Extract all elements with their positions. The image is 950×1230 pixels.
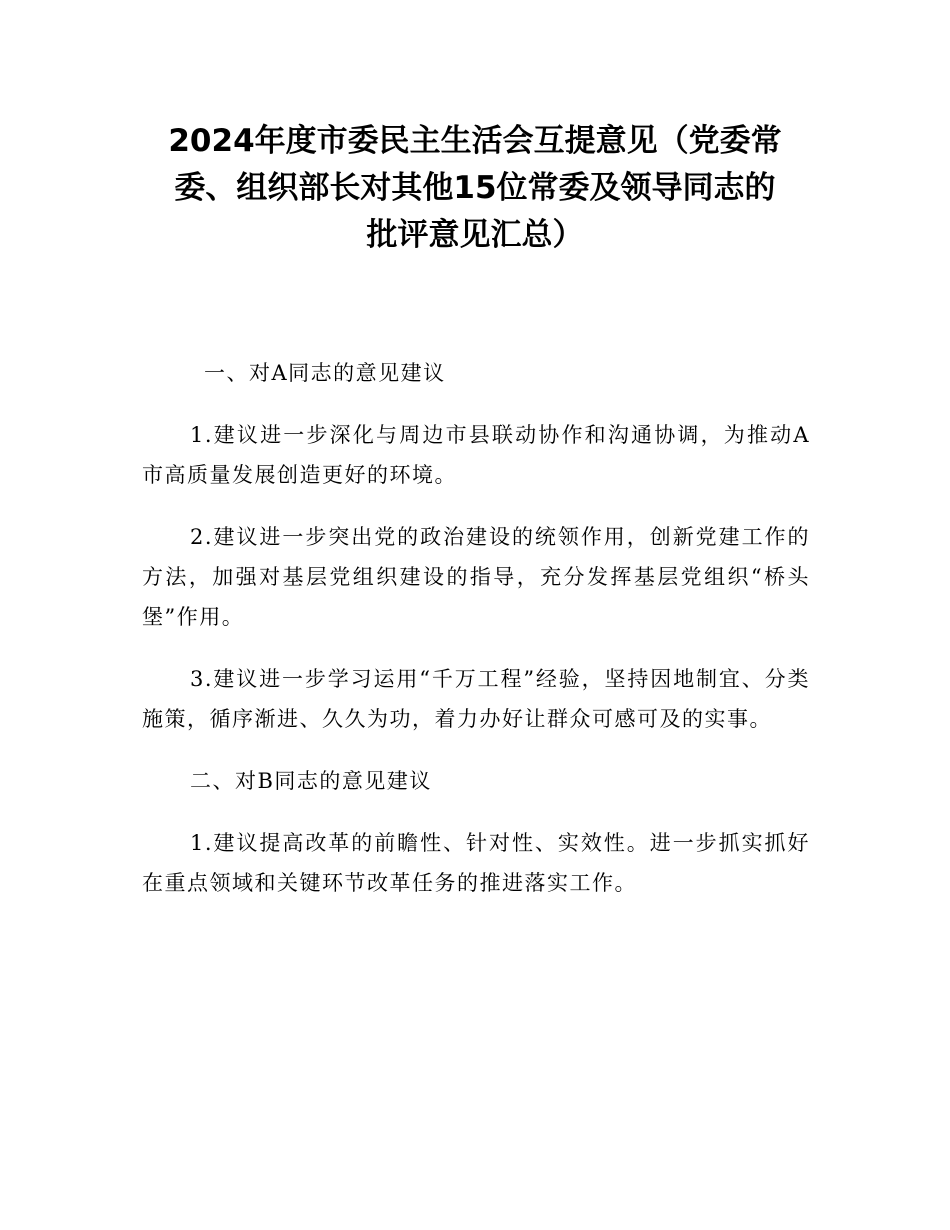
section-a-item-3: 3.建议进一步学习运用“千万工程”经验，坚持因地制宜、分类施策，循序渐进、久久为功，着力办好让群众可感可及的实事。 bbox=[142, 667, 810, 731]
section-heading-a: 一、对A同志的意见建议 bbox=[204, 361, 446, 385]
document-body bbox=[142, 353, 810, 925]
title-line: 批评意见汇总） bbox=[366, 217, 584, 253]
title-line: 委、组织部长对其他15位常委及领导同志的 bbox=[174, 170, 776, 206]
section-heading-b: 二、对B同志的意见建议 bbox=[190, 769, 432, 793]
section-b-item-1: 1.建议提高改革的前瞻性、针对性、实效性。进一步抓实抓好在重点领域和关键环节改革任务的推进落实工作。 bbox=[142, 831, 810, 895]
section-a-item-1: 1.建议进一步深化与周边市县联动协作和沟通协调，为推动A市高质量发展创造更好的环境。 bbox=[142, 423, 810, 487]
title-line: 2024年度市委民主生活会互提意见（党委常 bbox=[168, 123, 782, 159]
document-title bbox=[130, 118, 820, 259]
section-a-item-2: 2.建议进一步突出党的政治建设的统领作用，创新党建工作的方法，加强对基层党组织建设的指导，充分发挥基层党组织“桥头堡”作用。 bbox=[142, 525, 810, 629]
